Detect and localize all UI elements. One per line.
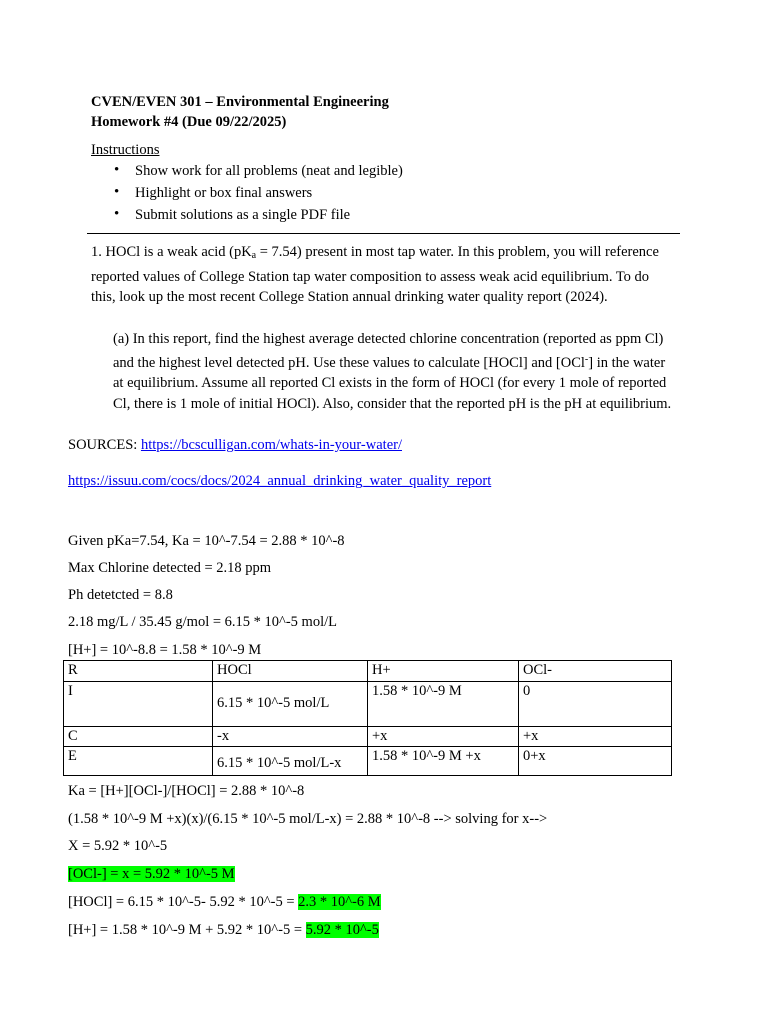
- table-cell: 6.15 * 10^-5 mol/L-x: [213, 747, 368, 776]
- table-cell: I: [64, 682, 213, 727]
- horizontal-divider: [87, 233, 680, 234]
- ka-expression: Ka = [H+][OCl-]/[HOCl] = 2.88 * 10^-8: [68, 783, 305, 799]
- ice-table: [63, 660, 672, 776]
- h-plus-answer-highlight: 5.92 * 10^-5: [305, 922, 379, 938]
- table-cell: C: [64, 727, 213, 747]
- table-row: [64, 682, 672, 727]
- hocl-answer-highlight: 2.3 * 10^-6 M: [298, 894, 381, 910]
- sources-line: [68, 436, 402, 455]
- solve-line: (1.58 * 10^-9 M +x)(x)/(6.15 * 10^-5 mol/L-x) = 2.88 * 10^-8 --> solving for x-->: [68, 811, 548, 827]
- table-cell: 1.58 * 10^-9 M +x: [368, 747, 519, 776]
- source-link-issuu[interactable]: https://issuu.com/cocs/docs/2024_annual_drinking_water_quality_report: [68, 473, 492, 489]
- course-title: CVEN/EVEN 301 – Environmental Engineering: [91, 94, 389, 110]
- table-cell: 1.58 * 10^-9 M: [368, 682, 519, 727]
- table-cell: +x: [368, 727, 519, 747]
- h-plus-line: [H+] = 10^-8.8 = 1.58 * 10^-9 M: [68, 642, 262, 658]
- table-header-cell: R: [64, 661, 213, 682]
- h-plus-answer-line: [H+] = 1.58 * 10^-9 M + 5.92 * 10^-5 = 5.92 * 10^-5: [68, 922, 379, 938]
- x-value-line: X = 5.92 * 10^-5: [68, 838, 168, 854]
- table-header-cell: H+: [368, 661, 519, 682]
- instruction-item: • Highlight or box final answers: [91, 184, 651, 206]
- given-line: Given pKa=7.54, Ka = 10^-7.54 = 2.88 * 10^-8: [68, 533, 345, 549]
- table-row: [64, 727, 672, 747]
- instruction-item: • Submit solutions as a single PDF file: [91, 206, 651, 228]
- instructions-list: [91, 162, 651, 228]
- source-link-culligan[interactable]: https://bcsculligan.com/whats-in-your-water/: [140, 437, 402, 453]
- table-row: [64, 747, 672, 776]
- hocl-answer-line: [HOCl] = 6.15 * 10^-5- 5.92 * 10^-5 = 2.3 * 10^-6 M: [68, 894, 381, 910]
- instructions-title: Instructions: [91, 142, 160, 158]
- homework-title: Homework #4 (Due 09/22/2025): [91, 114, 287, 130]
- max-chlorine-line: Max Chlorine detected = 2.18 ppm: [68, 560, 272, 576]
- table-cell: 0: [519, 682, 672, 727]
- table-header-cell: OCl-: [519, 661, 672, 682]
- instruction-item: • Show work for all problems (neat and legible): [91, 162, 651, 184]
- problem-1-part-a: (a) In this report, find the highest average detected chlorine concentration (reported as ppm Cl) and the highest level detected pH. Use these values to calculate [HOCl] and [OCl-] in the water at equilibrium. Assume all reported Cl exists in the form of HOCl (for every 1 mole of reported Cl, there is 1 mole of initial HOCl). Also, consider that the reported pH is the pH at equilibrium.: [113, 331, 672, 412]
- table-cell: E: [64, 747, 213, 776]
- problem-1-intro: 1. HOCl is a weak acid $(pK_a = 7.54)$ present in most tap water. In this problem, you will reference reported values of College Station tap water composition to assess weak acid equilibrium. To do this, look up the most recent College Station annual drinking water quality report (2024).: [91, 244, 659, 305]
- table-cell: +x: [519, 727, 672, 747]
- table-cell: -x: [213, 727, 368, 747]
- table-header-cell: HOCl: [213, 661, 368, 682]
- table-cell: 0+x: [519, 747, 672, 776]
- ocl-answer-highlight: [OCl-] = x = 5.92 * 10^-5 M: [68, 866, 235, 882]
- ocl-answer-line: [68, 865, 235, 884]
- table-header-row: [64, 661, 672, 682]
- conversion-line: 2.18 mg/L / 35.45 g/mol = 6.15 * 10^-5 mol/L: [68, 614, 337, 630]
- table-cell: 6.15 * 10^-5 mol/L: [213, 682, 368, 727]
- sources-label: SOURCES:: [68, 437, 141, 453]
- ph-line: Ph detetcted = 8.8: [68, 587, 173, 603]
